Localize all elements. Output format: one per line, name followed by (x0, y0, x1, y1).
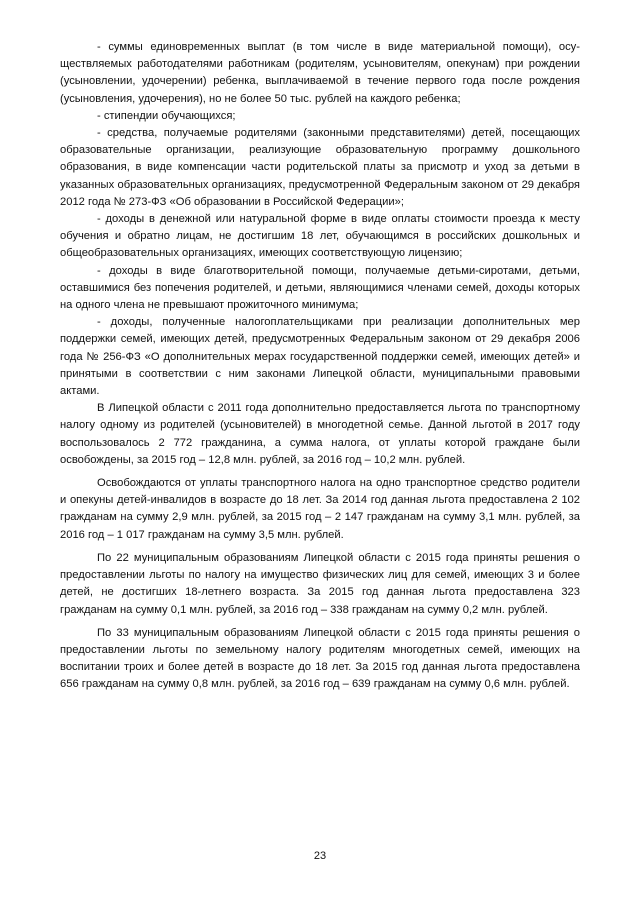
paragraph-transport-tax-large-families: В Липецкой области с 2011 года дополнительно предоставляется льгота по транспортному налогу одному из родителей (усыновителей) в многодетной семье. Данной льготой в 2017 году воспользовалось 2 772 гражданина, а сумма налога, от уплаты которой граждане были освобождены, за 2015 год – 12,8 млн. рублей, за 2016 год – 10,2 млн. рублей. (60, 402, 580, 466)
paragraph-transport-tax-disabled-children: Освобождаются от уплаты транспортного налога на одно транспортное средство родители и опекуны детей-инвалидов в возрасте до 18 лет. За 2014 год данная льгота предоставлена 2 102 гражданам на сумму 2,9 млн. рублей, за 2015 год – 2 147 гражданам на сумму 3,1 млн. рублей, за 2016 год – 1 017 гражданам на сумму 3,5 млн. рублей. (60, 477, 580, 541)
paragraph-additional-support: - доходы, полученные налогоплательщиками при реализации дополнительных мер поддержки семей, имеющих детей, предусмотренных Федеральным законом от 29 декабря 2006 года № 256-ФЗ «О дополнительных мерах государственной поддержки семей, имеющих детей» и принятыми в соответствии с ним законами Липецкой области, муниципальными правовыми актами. (60, 316, 580, 398)
paragraph-property-tax: По 22 муниципальным образованиям Липецкой области с 2015 года приняты решения о предоставлении льготы по налогу на имущество физических лиц для семей, имеющих 3 и более детей, не достигших 18-летнего возраста. За 2015 год данная льгота предоставлена 323 гражданам на сумму 0,1 млн. рублей, за 2016 год – 338 гражданам на сумму 0,2 млн. рублей. (60, 551, 580, 616)
page-number: 23 (313, 850, 327, 862)
paragraph-land-tax: По 33 муниципальным образованиям Липецкой области с 2015 года приняты решения о предоставлении льготы по земельному налогу родителям многодетных семей, имеющих на воспитании троих и более детей в возрасте до 18 лет. За 2015 год данная льгота предоставлена 656 гражданам на сумму 0,8 млн. рублей, за 2016 год – 639 гражданам на сумму 0,6 млн. рублей. (60, 626, 580, 691)
paragraph-travel-payment: - доходы в денежной или натуральной форме в виде оплаты стоимости проезда к месту обучения и обратно лицам, не достигшим 18 лет, обучающимся в российских дошкольных и общеобразовательных организациях, имеющих соответствующую лицензию; (60, 213, 580, 260)
paragraph-preschool-compensation: - средства, получаемые родителями (законными представителями) детей, посещающих образовательные организации, реализующие образовательную программу дошкольного образования, в виде компенсации части родительской платы за присмотр и уход за детьми в указанных образовательных организациях, предусмотренной Федеральным законом от 29 декабря 2012 года № 273-ФЗ «Об образовании в Российской Федерации»; (60, 127, 580, 208)
paragraph-scholarships: - стипендии обучающихся; (97, 109, 236, 122)
document-body (60, 39, 580, 694)
paragraph-charity-aid: - доходы в виде благотворительной помощи, получаемые детьми-сиротами, детьми, оставшимися без попечения родителей, и детьми, являющимися членами семей, доходы которых на одного члена не превышают прожиточного минимума; (60, 264, 580, 312)
paragraph-lump-sum-payments: - суммы единовременных выплат (в том числе в виде материальной помощи), осуществляемых работодателями работникам (родителям, усыновителям, опекунам) при рождении (усыновлении, удочерении) ребенка, выплачиваемой в течение первого года после рождения (усыновления, удочерения), но не более 50 тыс. рублей на каждого ребенка; (60, 41, 580, 105)
